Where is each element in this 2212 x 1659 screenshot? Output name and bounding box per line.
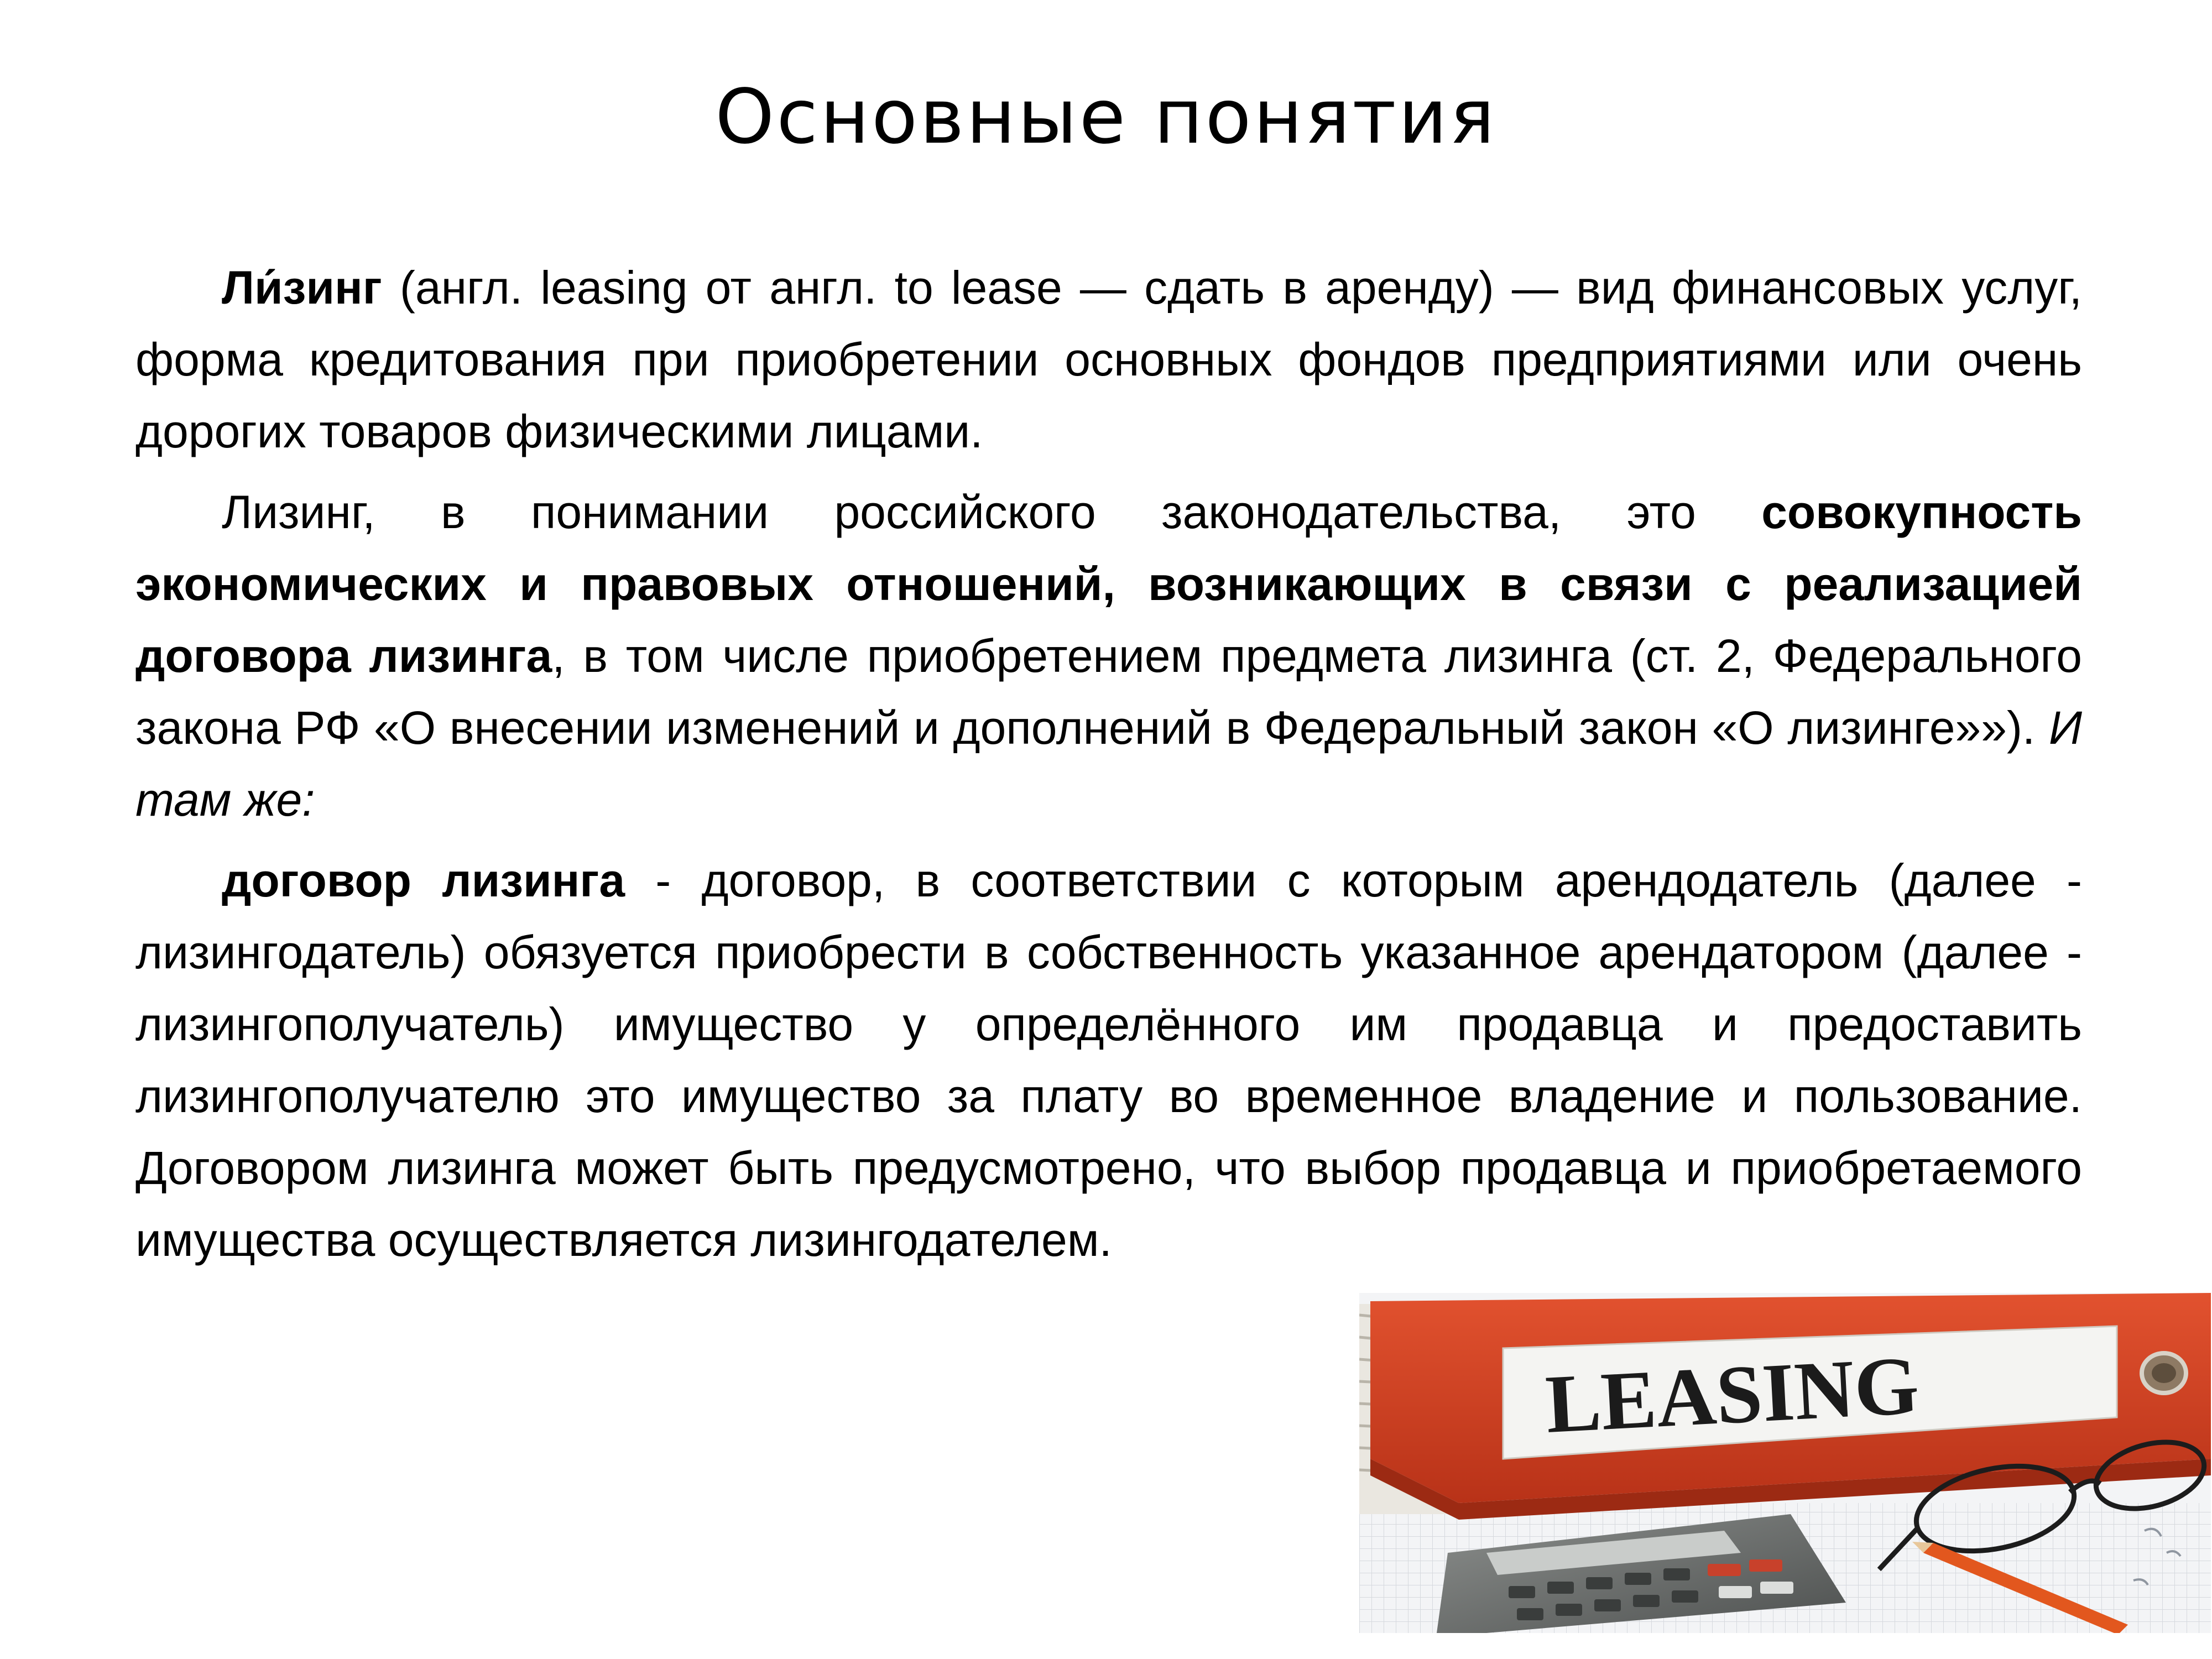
paragraph-legal-definition: [135, 476, 2082, 836]
italic-phrase: И там же:: [135, 702, 2082, 826]
paragraph-text: - договор, в соответствии с которым арендодатель (далее - лизингодатель) обязуется приобрести в собственность указанное арендатором (далее - лизингополучатель) имущество у определённого им продавца и предоставить лизингополучателю это имущество за плату во временное владение и пользование. Договором лизинга может быть предусмотрено, что выбор продавца и приобретаемого имущества осуществляется лизингодателем.: [135, 854, 2082, 1266]
term-leasing: Ли́зинг: [222, 262, 382, 314]
slide-body: [135, 252, 2082, 1285]
term-contract: договор лизинга: [222, 854, 625, 906]
paragraph-lead: Лизинг, в понимании российского законодательства, это: [222, 486, 1762, 538]
paragraph-text: , в том числе приобретением предмета лизинга (ст. 2, Федерального закона РФ «О внесении изменений и дополнений в Федеральный закон «О лизинге»»).: [135, 630, 2083, 754]
paragraph-contract-definition: [135, 844, 2082, 1276]
slide-title: Основные понятия: [715, 74, 1497, 161]
paragraph-text: (англ. leasing от англ. to lease — сдать в аренду) — вид финансовых услуг, форма кредитования при приобретении основных фондов предприятиями или очень дорогих товаров физическими лицами.: [135, 262, 2082, 457]
leasing-photo: [1359, 1293, 2211, 1633]
binder-label-text: LEASING: [1543, 1339, 1922, 1451]
bold-phrase: совокупность экономических и правовых отношений, возникающих в связи с реализацией договора лизинга: [135, 486, 2082, 682]
paragraph-leasing-definition: [135, 252, 2082, 467]
